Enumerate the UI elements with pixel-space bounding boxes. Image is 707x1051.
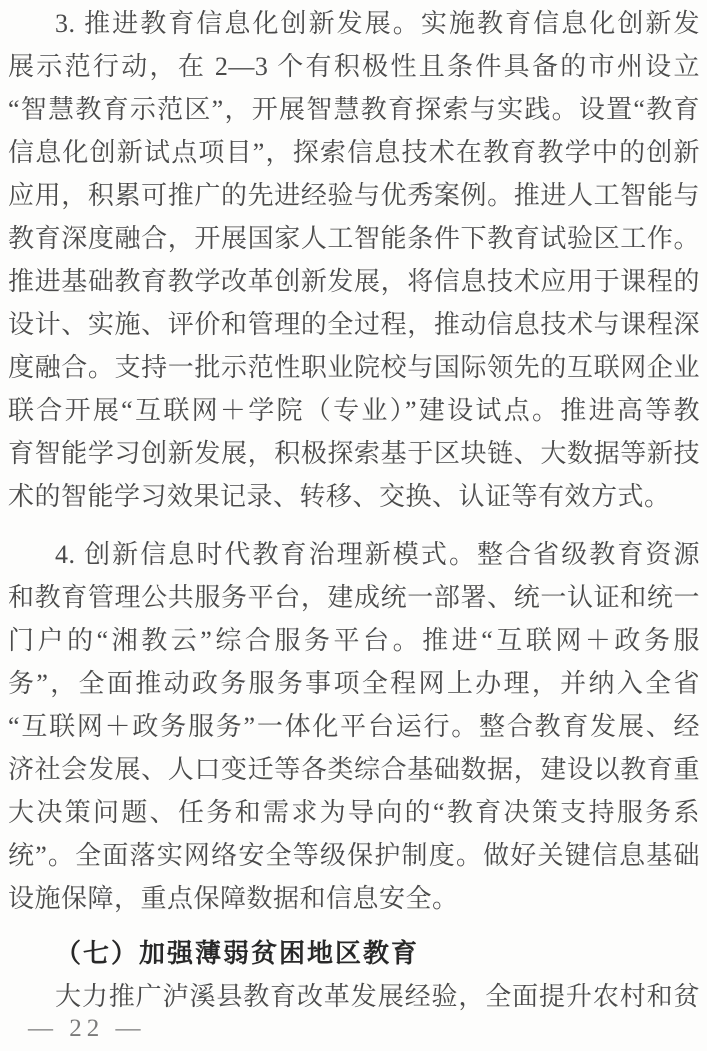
- page-number: — 22 —: [28, 1015, 146, 1042]
- paragraph: [8, 2, 700, 518]
- text-line: 度融合。支持一批示范性职业院校与国际领先的互联网企业: [8, 353, 700, 382]
- section-heading: （七）加强薄弱贫困地区教育: [55, 939, 420, 968]
- text-line: “智慧教育示范区”，开展智慧教育探索与实践。设置“教育: [8, 95, 700, 124]
- text-line: 设施保障，重点保障数据和信息安全。: [8, 884, 459, 913]
- text-line: 大决策问题、任务和需求为导向的“教育决策支持服务系: [8, 798, 700, 827]
- text-line: “互联网＋政务服务”一体化平台运行。整合教育发展、经: [8, 712, 700, 741]
- document-body: [8, 2, 700, 1018]
- text-line: 术的智能学习效果记录、转移、交换、认证等有效方式。: [8, 482, 671, 511]
- text-line: 大力推广泸溪县教育改革发展经验，全面提升农村和贫: [55, 982, 700, 1011]
- text-line: 济社会发展、人口变迁等各类综合基础数据，建设以教育重: [8, 755, 700, 784]
- text-line: 门户的“湘教云”综合服务平台。推进“互联网＋政务服: [8, 626, 700, 655]
- paragraph: [8, 932, 700, 975]
- paragraph: [8, 533, 700, 920]
- text-line: 联合开展“互联网＋学院（专业）”建设试点。推进高等教: [8, 396, 700, 425]
- text-line: 设计、实施、评价和管理的全过程，推动信息技术与课程深: [8, 310, 700, 339]
- text-line: 信息化创新试点项目”，探索信息技术在教育教学中的创新: [8, 138, 700, 167]
- text-line: 务”，全面推动政务服务事项全程网上办理，并纳入全省: [8, 669, 700, 698]
- text-line: 推进基础教育教学改革创新发展，将信息技术应用于课程的: [8, 267, 700, 296]
- text-line: 4. 创新信息时代教育治理新模式。整合省级教育资源: [55, 540, 700, 569]
- text-line: 3. 推进教育信息化创新发展。实施教育信息化创新发: [55, 9, 700, 38]
- text-line: 应用，积累可推广的先进经验与优秀案例。推进人工智能与: [8, 181, 700, 210]
- text-line: 展示范行动，在 2—3 个有积极性且条件具备的市州设立: [8, 52, 700, 81]
- text-line: 和教育管理公共服务平台，建成统一部署、统一认证和统一: [8, 583, 700, 612]
- text-line: 育智能学习创新发展，积极探索基于区块链、大数据等新技: [8, 439, 700, 468]
- paragraph: [8, 975, 700, 1018]
- text-line: 教育深度融合，开展国家人工智能条件下教育试验区工作。: [8, 224, 700, 253]
- text-line: 统”。全面落实网络安全等级保护制度。做好关键信息基础: [8, 841, 700, 870]
